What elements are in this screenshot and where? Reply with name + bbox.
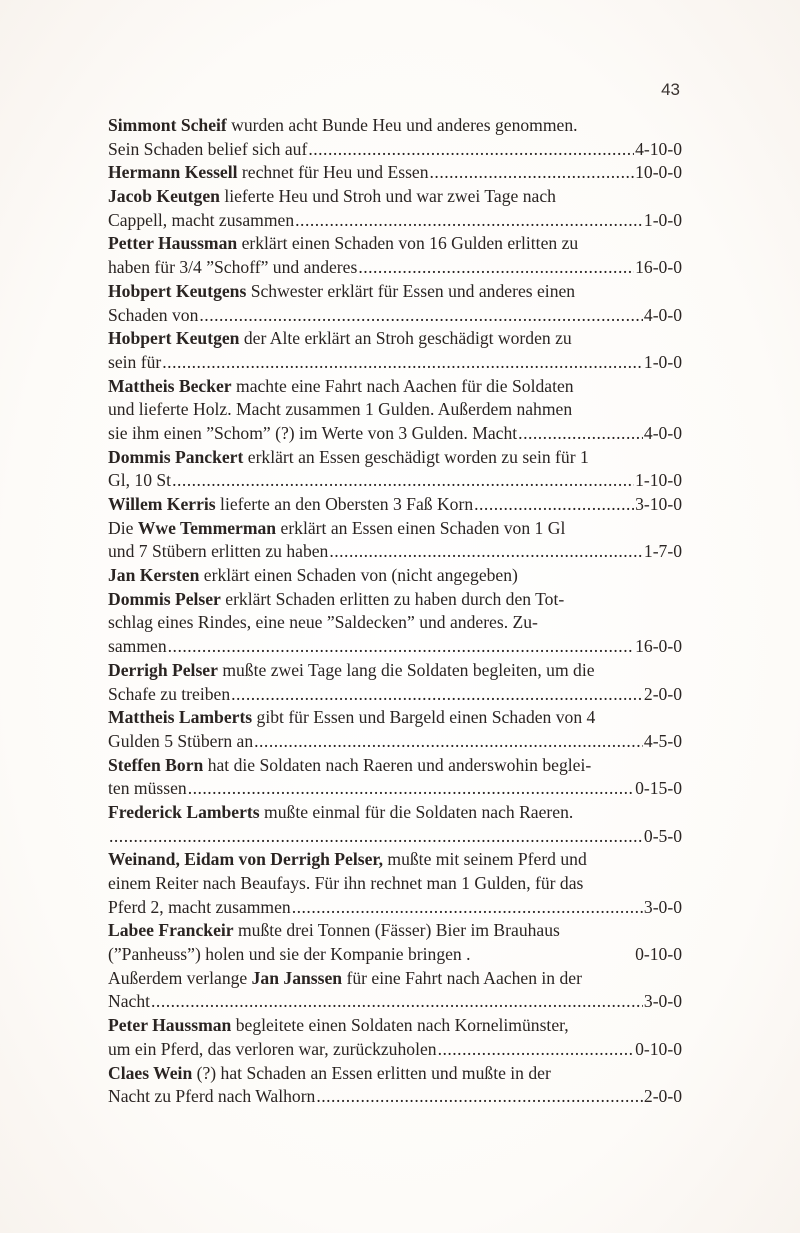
line-text <box>108 256 357 280</box>
line-text <box>108 186 556 206</box>
amount-value: 4-0-0 <box>643 304 682 325</box>
person-name: Mattheis Lamberts <box>108 707 253 728</box>
description-text: um ein Pferd, das verloren war, zurückzuholen <box>108 1038 437 1059</box>
ledger-line <box>108 446 682 470</box>
amount-value: 1-7-0 <box>643 541 682 562</box>
person-name: Jacob Keutgen <box>108 186 220 207</box>
amount-value: 2-0-0 <box>643 683 682 704</box>
ledger-line <box>108 1085 682 1109</box>
line-text <box>108 233 578 253</box>
description-text: sie ihm einen ”Schom” (?) im Werte von 3 Gulden. Macht <box>108 422 518 443</box>
ledger-line <box>108 256 682 280</box>
ledger-line <box>108 1014 682 1038</box>
description-text: Gl, 10 St <box>108 470 172 491</box>
person-name: Frederick Lamberts <box>108 801 260 822</box>
line-text <box>108 896 291 920</box>
person-name: Hobpert Keutgens <box>108 280 247 301</box>
line-text <box>108 209 294 233</box>
person-name: Jan Janssen <box>251 967 343 988</box>
dot-leader <box>518 422 643 446</box>
line-text <box>108 777 187 801</box>
entry-prefix: Die <box>108 517 138 538</box>
line-text <box>108 518 565 538</box>
amount-value: 3-0-0 <box>643 896 682 917</box>
person-name: Mattheis Becker <box>108 375 232 396</box>
dot-leader <box>168 635 634 659</box>
ledger-line <box>108 967 682 991</box>
ledger-line <box>108 398 682 422</box>
description-text: machte eine Fahrt nach Aachen für die Soldaten <box>231 375 574 396</box>
amount-value: 16-0-0 <box>635 257 682 278</box>
ledger-line <box>108 304 682 328</box>
dot-leader <box>188 777 634 801</box>
description-text: Sein Schaden belief sich auf <box>108 138 308 159</box>
ledger-line <box>108 232 682 256</box>
line-text <box>108 376 574 396</box>
description-text: mußte zwei Tage lang die Soldaten begleiten, um die <box>217 659 595 680</box>
dot-leader <box>358 256 634 280</box>
line-text <box>108 589 564 609</box>
ledger-line <box>108 185 682 209</box>
description-text: Gulden 5 Stübern an <box>108 730 254 751</box>
description-text: erklärt Schaden erlitten zu haben durch den Tot- <box>220 588 565 609</box>
amount-value: 3-10-0 <box>635 494 682 514</box>
amount-value: 10-0-0 <box>635 162 682 183</box>
ledger-line <box>108 706 682 730</box>
line-text <box>108 161 429 185</box>
description-text: mußte einmal für die Soldaten nach Raeren. <box>259 801 574 822</box>
description-text: haben für 3/4 ”Schoff” und anderes <box>108 257 358 278</box>
description-text: (?) hat Schaden an Essen erlitten und mußte in der <box>192 1062 551 1083</box>
person-name: Simmont Scheif <box>108 115 227 135</box>
amount-value: 3-0-0 <box>643 991 682 1012</box>
line-text <box>108 1085 315 1109</box>
description-text: (”Panheuss”) holen und sie der Kompanie bringen . <box>108 944 471 965</box>
description-text: und 7 Stübern erlitten zu haben <box>108 541 329 562</box>
line-text <box>108 493 473 517</box>
line-text <box>108 730 253 754</box>
person-name: Labee Franckeir <box>108 920 234 941</box>
line-text <box>108 540 328 564</box>
amount-value: 1-0-0 <box>643 351 682 372</box>
amount-value: 0-10-0 <box>635 944 682 965</box>
person-name: Hobpert Keutgen <box>108 328 240 349</box>
ledger-line <box>108 588 682 612</box>
line-text <box>108 447 589 467</box>
dot-leader <box>254 730 643 754</box>
dot-leader <box>151 990 643 1014</box>
ledger-line <box>108 564 682 588</box>
description-text: Nacht <box>108 991 151 1012</box>
dot-leader <box>295 209 643 233</box>
ledger-line <box>108 351 682 375</box>
dot-leader <box>199 304 642 328</box>
line-text <box>108 1038 437 1062</box>
line-text <box>108 683 230 707</box>
dot-leader <box>292 896 643 920</box>
line-text <box>108 1015 569 1035</box>
ledger-line <box>108 801 682 825</box>
amount-value: 4-5-0 <box>643 730 682 751</box>
ledger-line <box>108 422 682 446</box>
ledger-line <box>108 540 682 564</box>
description-text: Schaden von <box>108 304 199 325</box>
entry-prefix: Außerdem verlange <box>108 967 252 988</box>
amount-value: 1-10-0 <box>635 470 682 491</box>
description-text: rechnet für Heu und Essen <box>237 162 429 183</box>
dot-leader <box>329 540 643 564</box>
ledger-line <box>108 138 682 162</box>
dot-leader <box>316 1085 643 1109</box>
person-name: Claes Wein <box>108 1062 193 1083</box>
amount-value: 4-10-0 <box>635 138 682 159</box>
ledger-line <box>108 517 682 541</box>
person-name: Petter Haussman <box>108 233 238 254</box>
ledger-line <box>108 209 682 233</box>
description-text: Schwester erklärt für Essen und anderes einen <box>246 280 576 301</box>
ledger-line <box>108 469 682 493</box>
ledger-line <box>108 635 682 659</box>
line-text <box>108 328 572 348</box>
ledger-line <box>108 730 682 754</box>
ledger-line <box>108 659 682 683</box>
ledger-text-block <box>108 114 682 1109</box>
person-name: Weinand, Eidam von Derrigh Pelser, <box>108 849 383 870</box>
dot-leader <box>430 161 635 185</box>
dot-leader <box>172 469 634 493</box>
amount-value: 0-5-0 <box>643 825 682 846</box>
ledger-line <box>108 943 682 967</box>
description-text: Nacht zu Pferd nach Walhorn <box>108 1086 316 1107</box>
line-text <box>108 968 582 988</box>
description-text: Pferd 2, macht zusammen <box>108 896 291 917</box>
amount-value: 16-0-0 <box>635 636 682 657</box>
person-name: Willem Kerris <box>108 494 216 514</box>
line-text <box>108 564 518 588</box>
ledger-line <box>108 327 682 351</box>
ledger-line <box>108 919 682 943</box>
page-number: 43 <box>661 80 680 99</box>
line-text <box>108 422 517 446</box>
description-text: wurden acht Bunde Heu und anderes genommen. <box>226 115 578 135</box>
dot-leader <box>109 825 643 849</box>
description-text: begleitete einen Soldaten nach Kornelimünster, <box>231 1015 569 1036</box>
ledger-line <box>108 493 682 517</box>
description-text: erklärt an Essen einen Schaden von 1 Gl <box>276 517 566 538</box>
ledger-line <box>108 114 682 138</box>
description-text: für eine Fahrt nach Aachen in der <box>342 967 582 988</box>
person-name: Dommis Pelser <box>108 588 221 609</box>
dot-leader <box>308 138 634 162</box>
description-text: lieferte Heu und Stroh und war zwei Tage nach <box>219 186 556 207</box>
line-text <box>108 351 161 375</box>
ledger-line <box>108 872 682 896</box>
dot-leader <box>162 351 643 375</box>
description-text: Cappell, macht zusammen <box>108 209 295 230</box>
amount-value: 1-0-0 <box>643 209 682 230</box>
ledger-line <box>108 777 682 801</box>
description-text: sammen <box>108 636 167 657</box>
person-name: Hermann Kessell <box>108 162 238 183</box>
ledger-line <box>108 280 682 304</box>
line-text <box>108 755 591 775</box>
person-name: Wwe Temmerman <box>137 517 277 538</box>
description-text: mußte mit seinem Pferd und <box>383 849 587 870</box>
line-text <box>108 115 578 135</box>
dot-leader <box>474 493 634 517</box>
person-name: Jan Kersten <box>108 565 200 586</box>
person-name: Derrigh Pelser <box>108 659 218 680</box>
description-text: sein für <box>108 351 162 372</box>
ledger-line <box>108 990 682 1014</box>
line-text <box>108 281 575 301</box>
line-text <box>108 138 307 162</box>
description-text: ten müssen <box>108 778 187 799</box>
amount-value: 4-0-0 <box>643 422 682 443</box>
ledger-line <box>108 825 682 849</box>
description-text: einem Reiter nach Beaufays. Für ihn rechnet man 1 Gulden, für das <box>108 873 584 893</box>
person-name: Peter Haussman <box>108 1015 232 1036</box>
line-text <box>108 612 538 632</box>
description-text: erklärt an Essen geschädigt worden zu sein für 1 <box>243 446 589 467</box>
line-text <box>108 635 167 659</box>
description-text: schlag eines Rindes, eine neue ”Saldecken” und anderes. Zu- <box>108 612 538 633</box>
line-text <box>108 660 595 680</box>
ledger-line <box>108 611 682 635</box>
line-text <box>108 943 471 967</box>
description-text: und lieferte Holz. Macht zusammen 1 Gulden. Außerdem nahmen <box>108 399 573 420</box>
ledger-line <box>108 1062 682 1086</box>
description-text: der Alte erklärt an Stroh geschädigt worden zu <box>239 328 572 349</box>
description-text: erklärt einen Schaden von (nicht angegeben) <box>199 565 518 586</box>
line-text <box>108 873 583 893</box>
description-text: erklärt einen Schaden von 16 Gulden erlitten zu <box>237 233 579 254</box>
description-text: Schafe zu treiben <box>108 683 231 704</box>
ledger-line <box>108 848 682 872</box>
ledger-line <box>108 754 682 778</box>
ledger-line <box>108 375 682 399</box>
description-text: gibt für Essen und Bargeld einen Schaden von 4 <box>252 707 596 728</box>
line-text <box>108 304 198 328</box>
line-text <box>108 990 150 1014</box>
amount-value: 0-15-0 <box>635 778 682 799</box>
ledger-line <box>108 1038 682 1062</box>
description-text: mußte drei Tonnen (Fässer) Bier im Brauhaus <box>233 920 560 941</box>
ledger-line <box>108 683 682 707</box>
description-text: lieferte an den Obersten 3 Faß Korn <box>215 494 474 514</box>
dot-leader <box>438 1038 635 1062</box>
description-text: hat die Soldaten nach Raeren und anderswohin beglei- <box>203 754 592 775</box>
line-text <box>108 399 572 419</box>
person-name: Steffen Born <box>108 754 204 775</box>
person-name: Dommis Panckert <box>108 446 244 467</box>
amount-value: 0-10-0 <box>635 1038 682 1059</box>
ledger-line <box>108 161 682 185</box>
amount-value: 2-0-0 <box>643 1086 682 1107</box>
line-text <box>108 920 560 940</box>
dot-leader <box>231 683 643 707</box>
line-text <box>108 849 587 869</box>
ledger-line <box>108 896 682 920</box>
line-text <box>108 1063 551 1083</box>
line-text <box>108 707 595 727</box>
line-text <box>108 469 171 493</box>
line-text <box>108 802 573 822</box>
